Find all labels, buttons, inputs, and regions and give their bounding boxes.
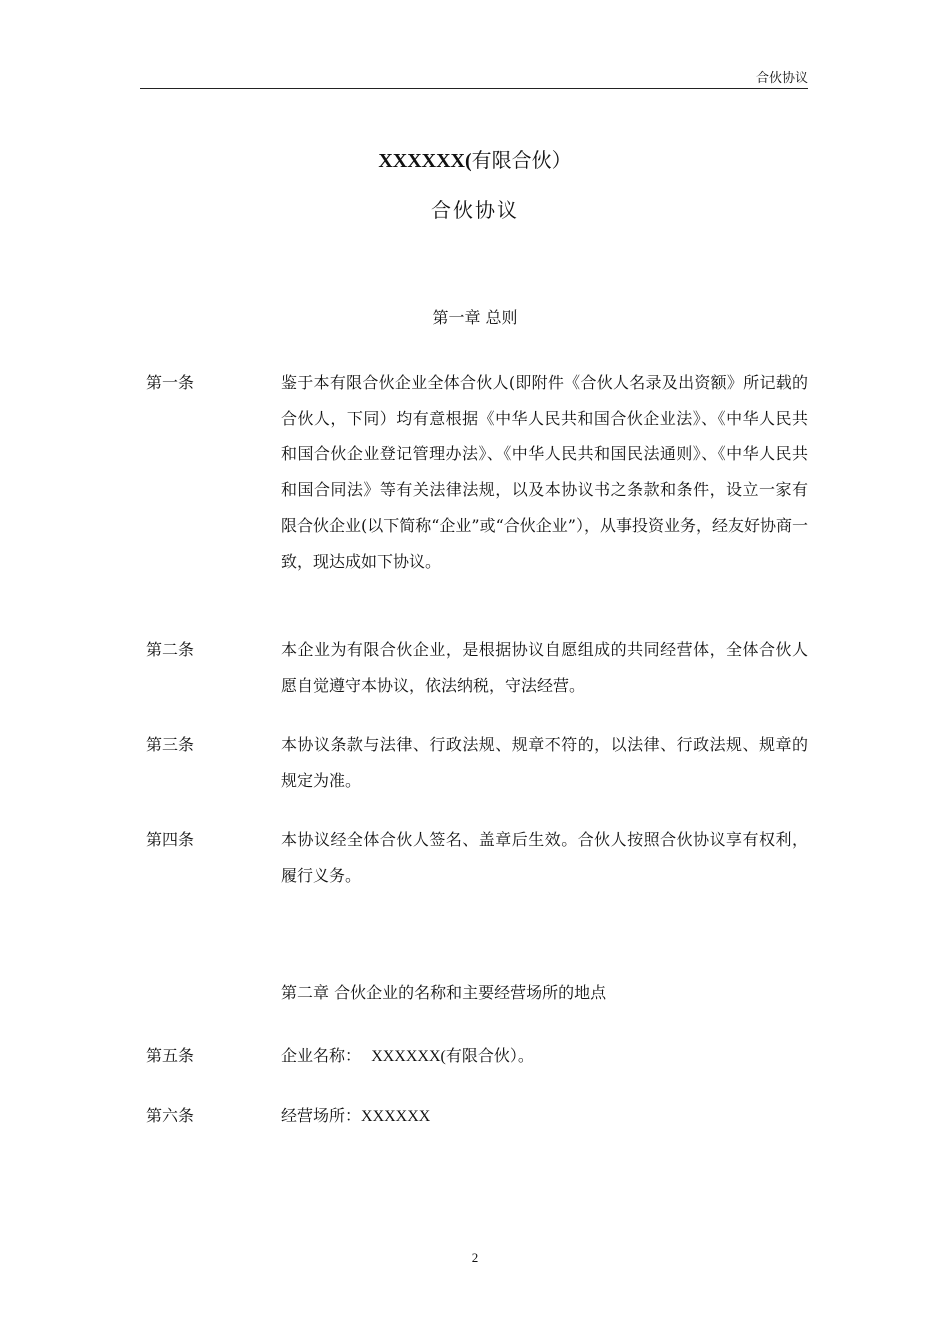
address-placeholder: XXXXXX xyxy=(361,1108,431,1125)
article-number: 第六条 xyxy=(146,1106,195,1125)
article-number: 第三条 xyxy=(146,735,195,754)
article xyxy=(146,1038,808,1075)
article xyxy=(146,1098,808,1135)
article-text xyxy=(281,1098,808,1135)
company-name-placeholder: XXXXXX( xyxy=(371,1048,446,1065)
article-text xyxy=(281,1038,808,1075)
running-header-title: 合伙协议 xyxy=(755,71,808,86)
article-number: 第二条 xyxy=(146,640,195,659)
article-text: 本企业为有限合伙企业，是根据协议自愿组成的共同经营体，全体合伙人愿自觉遵守本协议，依法纳税，守法经营。 xyxy=(281,640,808,695)
chapter-heading: 第一章 总则 xyxy=(432,308,518,327)
document-title xyxy=(0,146,950,175)
article-number: 第一条 xyxy=(146,373,195,392)
field-label: 经营场所： xyxy=(281,1106,362,1125)
article-text: 鉴于本有限合伙企业全体合伙人(即附件《合伙人名录及出资额》所记载的合伙人，下同）均有意根据《中华人民共和国合伙企业法》、《中华人民共和国合伙企业登记管理办法》、《中华人民共和国民法通则》、《中华人民共和国合同法》等有关法律法规，以及本协议书之条款和条件，设立一家有限合伙企业(以下简称“企业”或“合伙企业”），从事投资业务，经友好协商一致，现达成如下协议。 xyxy=(281,373,808,571)
page-number: 2 xyxy=(471,1250,479,1265)
article-number: 第五条 xyxy=(146,1046,195,1065)
field-label: 企业名称： xyxy=(281,1046,362,1065)
article-number: 第四条 xyxy=(146,830,195,849)
company-name-placeholder: XXXXXX( xyxy=(378,150,472,172)
chapter-heading: 第二章 合伙企业的名称和主要经营场所的地点 xyxy=(281,983,607,1002)
article xyxy=(146,365,808,579)
document-subtitle: 合伙协议 xyxy=(431,198,519,222)
header-rule xyxy=(140,88,808,89)
article xyxy=(146,632,808,703)
article xyxy=(146,822,808,893)
company-name-suffix: 有限合伙） xyxy=(471,148,572,172)
article-text: 本协议经全体合伙人签名、盖章后生效。合伙人按照合伙协议享有权利，履行义务。 xyxy=(281,830,808,885)
company-name-suffix: 有限合伙）。 xyxy=(445,1046,534,1065)
article-text: 本协议条款与法律、行政法规、规章不符的，以法律、行政法规、规章的规定为准。 xyxy=(281,735,808,790)
article xyxy=(146,727,808,798)
